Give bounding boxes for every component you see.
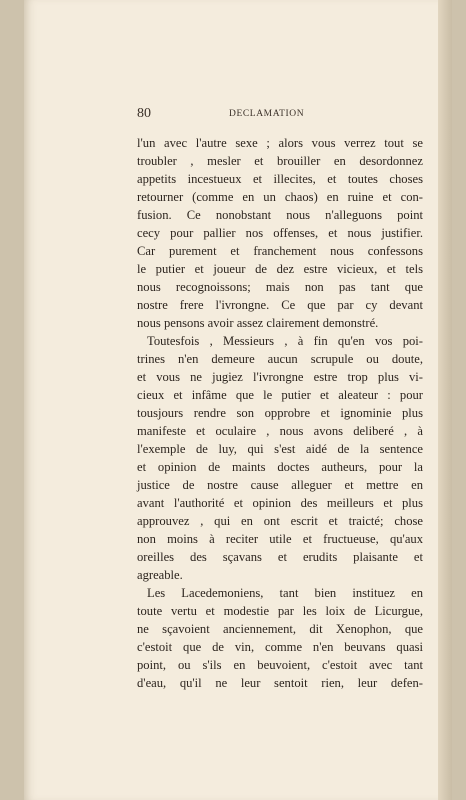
body-text: [137, 134, 423, 692]
text-line: le putier et joueur de dez estre vicieux, et tels: [137, 262, 423, 276]
text-line: agreable.: [137, 568, 183, 582]
text-line: Toutesfois , Messieurs , à fin qu'en vos poi-: [147, 334, 423, 348]
text-line: nostre frere l'ivrongne. Ce que par cy devant: [137, 298, 423, 312]
text-line: cieux et infâme que le putier et aleateur : pour: [137, 388, 423, 402]
text-line: et vous ne jugiez l'ivrongne estre trop plus vi-: [137, 370, 423, 384]
paragraph-2: [137, 332, 423, 584]
text-line: avant l'authorité et opinion des meilleurs et plus: [137, 496, 423, 510]
text-line: ne sçavoient anciennement, dit Xenophon, que: [137, 622, 423, 636]
text-line: et opinion de maints doctes autheurs, pour la: [137, 460, 423, 474]
text-line: oreilles des sçavans et erudits plaisante et: [137, 550, 423, 564]
text-line: non moins à reciter utile et fructueuse, qu'aux: [137, 532, 423, 546]
text-line: nous pensons avoir assez clairement demonstré.: [137, 316, 379, 330]
text-line: Car purement et franchement nous confessons: [137, 244, 423, 258]
paragraph-1: [137, 134, 423, 332]
text-line: tousjours rendre son opprobre et ignominie plus: [137, 406, 423, 420]
page-edge: [438, 0, 452, 800]
text-line: c'estoit que de vin, comme n'en beuvans quasi: [137, 640, 423, 654]
text-line: toute vertu et modestie par les loix de Licurgue,: [137, 604, 423, 618]
text-line: cecy pour pallier nos offenses, et nous justifier.: [137, 226, 423, 240]
text-line: fusion. Ce nonobstant nous n'alleguons point: [137, 208, 423, 222]
text-line: approuvez , qui en ont escrit et traicté; chose: [137, 514, 423, 528]
text-line: l'un avec l'autre sexe ; alors vous verrez tout se: [137, 136, 423, 150]
text-line: trines n'en demeure aucun scrupule ou doute,: [137, 352, 423, 366]
running-head: DECLAMATION: [229, 109, 305, 119]
text-line: appetits incestueux et illecites, et toutes choses: [137, 172, 423, 186]
text-line: troubler , mesler et brouiller en desordonnez: [137, 154, 423, 168]
text-line: nous recognoissons; mais non pas tant que: [137, 280, 423, 294]
paragraph-3: [137, 584, 423, 692]
text-line: d'eau, qu'il ne leur sentoit rien, leur defen-: [137, 676, 423, 690]
text-line: justice de nostre cause alleguer et mettre en: [137, 478, 423, 492]
text-line: l'exemple de luy, qui s'est aidé de la sentence: [137, 442, 423, 456]
text-line: point, ou s'ils en beuvoient, c'estoit avec tant: [137, 658, 423, 672]
page-number: 80: [137, 106, 151, 121]
text-line: manifeste et oculaire , nous avons deliberé , à: [137, 424, 423, 438]
text-line: retourner (comme en un chaos) en ruine et con-: [137, 190, 423, 204]
text-line: Les Lacedemoniens, tant bien instituez en: [147, 586, 423, 600]
page-header: [137, 106, 419, 124]
